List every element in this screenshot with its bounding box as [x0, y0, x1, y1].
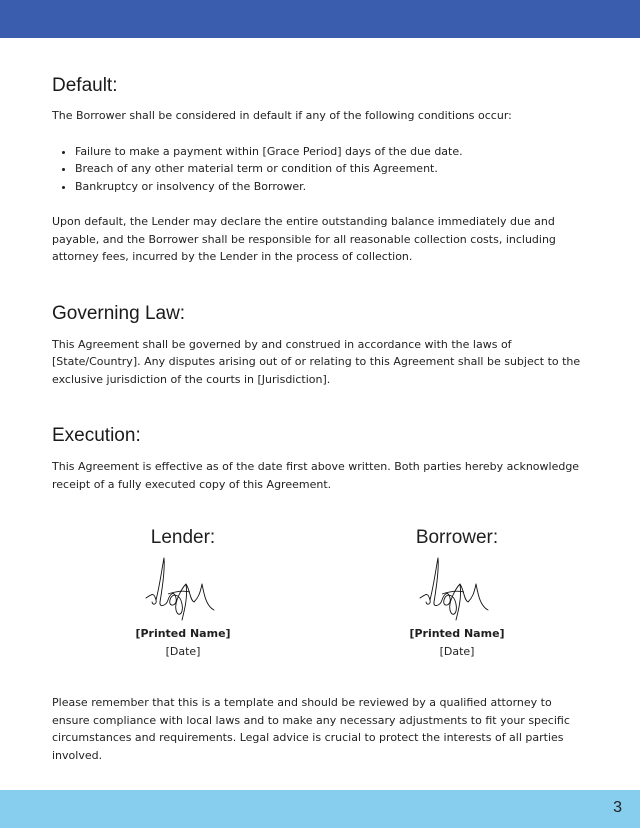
list-item: • Bankruptcy or insolvency of the Borrower. — [75, 178, 588, 196]
default-heading: Default: — [52, 75, 118, 96]
execution-section — [52, 422, 588, 493]
lender-signature-block — [83, 524, 283, 660]
governing-law-section — [52, 300, 588, 389]
default-consequence: Upon default, the Lender may declare the entire outstanding balance immediately due and payable, and the Borrower shall be responsible for all reasonable collection costs, including attorney fees, incurred by the Lender in the process of collection. — [52, 215, 556, 263]
document-body — [52, 72, 588, 493]
closing-note: Please remember that this is a template and should be reviewed by a qualified attorney to ensure compliance with local laws and to make any necessary adjustments to fit your specific circumstances and requirements. Legal advice is crucial to protect the interests of all parties involved. — [52, 696, 570, 762]
default-section — [52, 72, 588, 266]
footer-band — [0, 790, 640, 828]
list-item: • Breach of any other material term or condition of this Agreement. — [75, 160, 588, 178]
header-band — [0, 0, 640, 38]
lender-signature-image — [138, 554, 228, 624]
execution-heading: Execution: — [52, 425, 141, 446]
borrower-title: Borrower: — [415, 527, 499, 548]
borrower-signature-block — [357, 524, 557, 660]
governing-law-text: This Agreement shall be governed by and construed in accordance with the laws of [State/Country]. Any disputes arising out of or relating to this Agreement shall be subject to the exclusive jurisdiction of the courts in [Jurisdiction]. — [52, 337, 581, 386]
page-number: 3 — [613, 799, 622, 816]
borrower-signature-image — [412, 554, 502, 624]
borrower-printed-name: [Printed Name] — [409, 627, 505, 640]
default-conditions-list — [52, 143, 588, 196]
lender-printed-name: [Printed Name] — [135, 627, 231, 640]
lender-date: [Date] — [165, 645, 201, 658]
borrower-date: [Date] — [439, 645, 475, 658]
execution-text: This Agreement is effective as of the date first above written. Both parties hereby acknowledge receipt of a fully executed copy of this Agreement. — [52, 460, 580, 491]
governing-law-heading: Governing Law: — [52, 302, 186, 324]
default-intro: The Borrower shall be considered in default if any of the following conditions occur: — [52, 109, 512, 122]
list-item: • Failure to make a payment within [Grace Period] days of the due date. — [75, 143, 588, 161]
lender-title: Lender: — [150, 527, 216, 548]
